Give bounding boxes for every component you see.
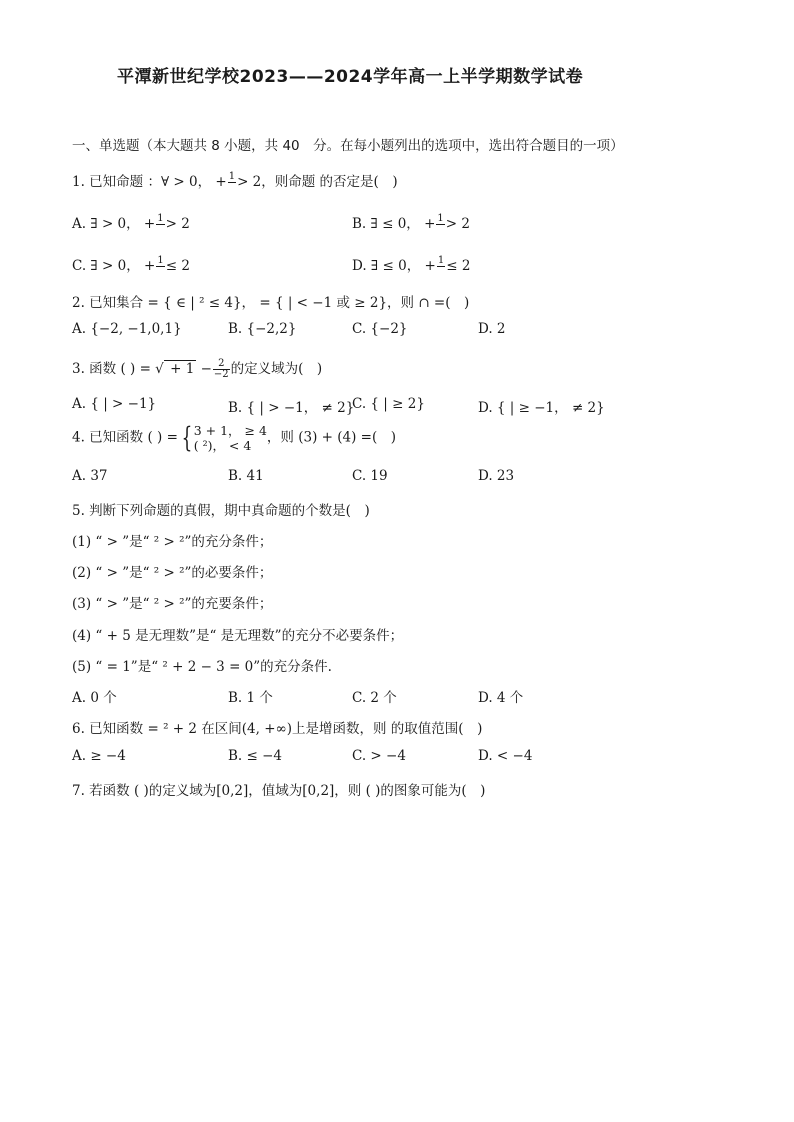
section-heading: 一、单选题（本大题共 8 小题，共 40 分。在每小题列出的选项中，选出符合题目的一项） bbox=[72, 138, 624, 154]
question-6-option-a: A. ≥ −4 bbox=[72, 748, 126, 764]
page-title: 平潭新世纪学校2023——2024学年高一上半学期数学试卷 bbox=[117, 67, 584, 87]
question-4-option-b: B. 41 bbox=[228, 468, 264, 484]
question-5-statement-1: (1) “ > ”是“ ² > ²”的充分条件； bbox=[72, 534, 273, 550]
question-1-option-c: C. ∃ > 0， + 1 ≤ 2 bbox=[72, 255, 190, 274]
question-3-stem: 3. 函数 ( ) = √ + 1 − $\frac{2}{-2}$ 的定义域为( ) bbox=[72, 358, 323, 380]
question-5-statement-5: (5) “ = 1”是“ ² + 2 − 3 = 0”的充分条件. bbox=[72, 659, 332, 675]
question-5-option-c: C. 2 个 bbox=[352, 690, 397, 706]
question-6-stem: 6. 已知函数 = ² + 2 在区间(4, +∞)上是增函数，则 的取值范围( ) bbox=[72, 721, 483, 737]
question-1-stem: 1. 已知命题 ：∀ > 0， + 1 > 2，则命题 的否定是( ) bbox=[72, 170, 398, 193]
question-3-option-c: C. { | ≥ 2} bbox=[352, 396, 425, 412]
question-1-option-d: D. ∃ ≤ 0， + 1 ≤ 2 bbox=[352, 255, 471, 274]
question-5-statement-3: (3) “ > ”是“ ² > ²”的充要条件； bbox=[72, 596, 273, 612]
question-2-option-b: B. {−2,2} bbox=[228, 321, 297, 337]
question-7-stem: 7. 若函数 ( )的定义域为[0,2]，值域为[0,2]，则 ( )的图象可能为( ) bbox=[72, 783, 486, 799]
question-5-stem: 5. 判断下列命题的真假，期中真命题的个数是( ) bbox=[72, 503, 370, 519]
question-1-option-a: A. ∃ > 0， + 1 > 2 bbox=[72, 213, 190, 232]
question-3-option-a: A. { | > −1} bbox=[72, 396, 157, 412]
question-2-option-d: D. 2 bbox=[478, 321, 506, 337]
question-4-stem: 4. 已知函数 ( ) = { 3 + 1， ≥ 4 ( ²)， < 4 ，则 (3) + (4) =( ) bbox=[72, 421, 396, 454]
question-5-option-d: D. 4 个 bbox=[478, 690, 524, 706]
question-2-option-c: C. {−2} bbox=[352, 321, 408, 337]
question-5-statement-2: (2) “ > ”是“ ² > ²”的必要条件； bbox=[72, 565, 273, 581]
question-1-option-b: B. ∃ ≤ 0， + 1 > 2 bbox=[352, 213, 470, 232]
fraction: 1 bbox=[228, 171, 236, 182]
question-3-option-d: D. { | ≥ −1， ≠ 2} bbox=[478, 400, 605, 416]
brace: { bbox=[181, 421, 193, 454]
question-6-option-d: D. < −4 bbox=[478, 748, 533, 764]
question-3-option-b: B. { | > −1， ≠ 2} bbox=[228, 400, 355, 416]
question-2-stem: 2. 已知集合 = { ∈ | ² ≤ 4}， = { | < −1 或 ≥ 2}，则 ∩ =( ) bbox=[72, 295, 470, 311]
question-5-option-a: A. 0 个 bbox=[72, 690, 117, 706]
question-4-option-d: D. 23 bbox=[478, 468, 515, 484]
question-2-option-a: A. {−2, −1,0,1} bbox=[72, 321, 182, 337]
question-4-option-c: C. 19 bbox=[352, 468, 388, 484]
question-5-statement-4: (4) “ + 5 是无理数”是“ 是无理数”的充分不必要条件； bbox=[72, 628, 404, 644]
question-6-option-c: C. > −4 bbox=[352, 748, 406, 764]
question-4-option-a: A. 37 bbox=[72, 468, 108, 484]
piecewise-cases: 3 + 1， ≥ 4 ( ²)， < 4 bbox=[193, 423, 267, 453]
question-5-option-b: B. 1 个 bbox=[228, 690, 273, 706]
question-6-option-b: B. ≤ −4 bbox=[228, 748, 283, 764]
